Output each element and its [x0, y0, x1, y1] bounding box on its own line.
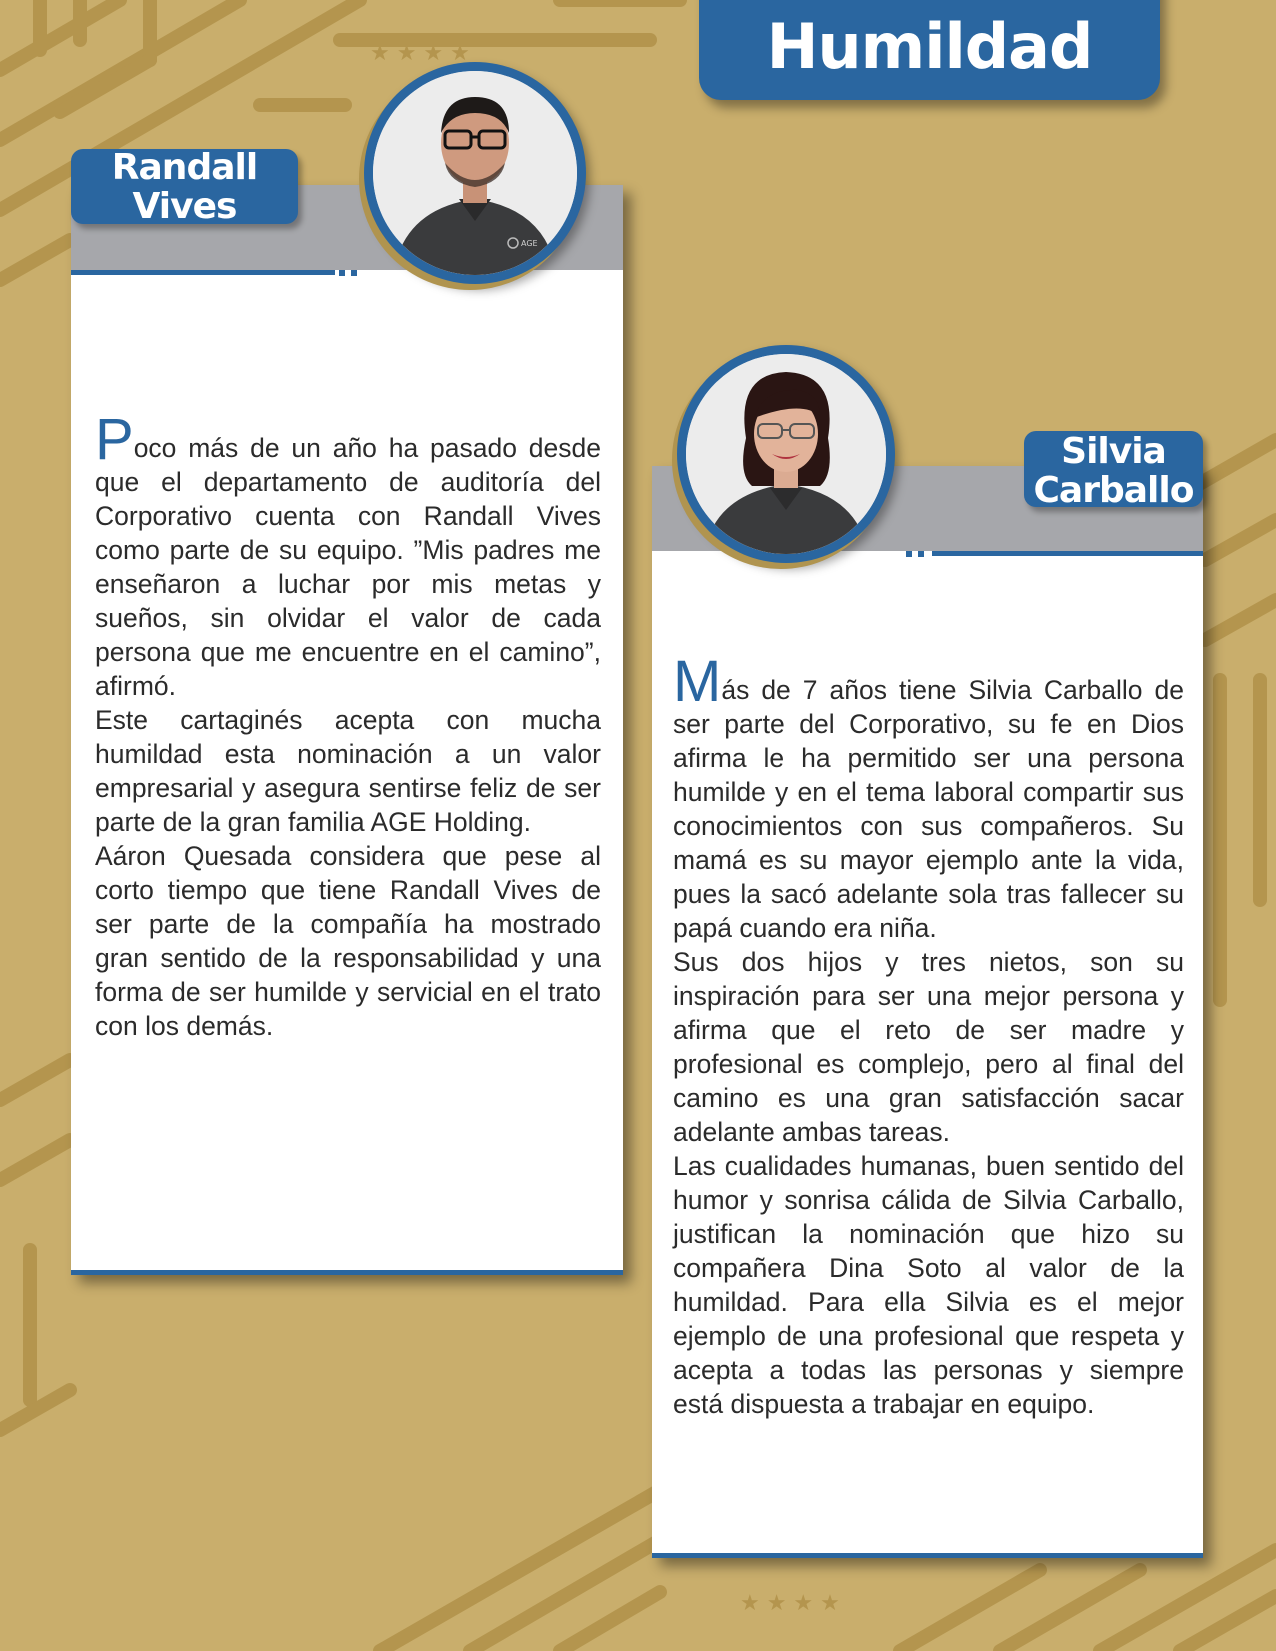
drop-cap: P [95, 407, 134, 472]
svg-text:★ ★ ★ ★: ★ ★ ★ ★ [370, 41, 470, 66]
paragraph-text: oco más de un año ha pasado desde que el departamento de auditoría del Corporativo cuenta con Randall Vives como parte de su equipo. ”Mis padres me enseñaron a luchar por mis metas y sueños, sin olvidar el valor de cada persona que me encuentre en el camino”, afirmó. [95, 433, 601, 701]
paragraph: Aáron Quesada considera que pese al corto tiempo que tiene Randall Vives de ser parte de la compañía ha mostrado gran sentido de la responsabilidad y una forma de ser humilde y servicial en el trato con los demás. [95, 841, 601, 1041]
paragraph: Sus dos hijos y tres nietos, son su inspiración para ser una mejor persona y afirma que el reto de ser madre y profesional es complejo, pero al final del camino es una gran satisfacción sacar adelante ambas tareas. [673, 947, 1184, 1147]
name-line: Silvia [1061, 431, 1166, 472]
paragraph-text: ás de 7 años tiene Silvia Carballo de ser parte del Corporativo, su fe en Dios afirma le ha permitido ser una persona humilde y en el tema laboral compartir sus conocimientos con sus compañeros. Su mamá es su mayor ejemplo ante la vida, pues la sacó adelante sola tras fallecer su papá cuando era niña. [673, 675, 1184, 943]
paragraph: Este cartaginés acepta con mucha humildad esta nominación a un valor empresarial y asegura sentirse feliz de ser parte de la gran familia AGE Holding. [95, 705, 601, 837]
card-bottom-rule [652, 1553, 1203, 1558]
name-line: Vives [132, 186, 237, 227]
name-line: Carballo [1033, 470, 1194, 511]
paragraph: Las cualidades humanas, buen sentido del humor y sonrisa cálida de Silvia Carballo, justifican la nominación que hizo su compañera Dina Soto al valor de la humildad. Para ella Silvia es el mejor ejemplo de una profesional que respeta y acepta a todas las personas y siempre está dispuesta a trabajar en equipo. [673, 1151, 1184, 1419]
profile-name-randall [71, 148, 298, 226]
name-line: Randall [111, 147, 258, 188]
photo-frame-randall [364, 62, 586, 284]
photo-frame-silvia [677, 345, 895, 563]
band-underline [71, 270, 335, 275]
profile-text-randall [95, 407, 601, 1043]
band-dot [918, 551, 924, 557]
svg-text:★ ★ ★ ★: ★ ★ ★ ★ [740, 1591, 840, 1616]
profile-text-silvia [673, 649, 1184, 1421]
band-dot [906, 551, 912, 557]
page-title: Humildad [766, 10, 1093, 83]
drop-cap: M [673, 649, 722, 714]
paragraph [673, 649, 1184, 945]
paragraph [95, 407, 601, 703]
band-underline [932, 551, 1203, 556]
band-dot [351, 270, 357, 276]
portrait-woman-photo [686, 354, 886, 554]
portrait-man-photo [373, 71, 577, 275]
card-bottom-rule [71, 1270, 623, 1275]
band-dot [339, 270, 345, 276]
profile-name-silvia [1016, 432, 1211, 510]
shirt-logo: AGE [521, 239, 538, 248]
